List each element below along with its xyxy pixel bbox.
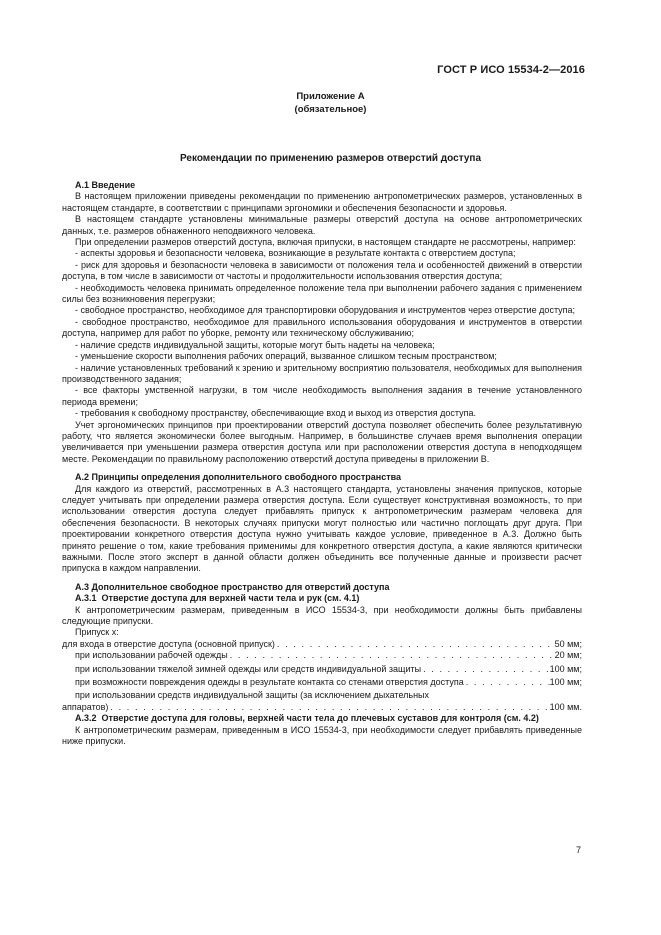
paragraph: К антропометрическим размерам, приведенным в ИСО 15534-3, при необходимости должны быть прибавлены следующие припуски. [62, 604, 582, 627]
subsection-title: Отверстие доступа для верхней части тела и рук (см. 4.1) [101, 593, 360, 604]
page-number: 7 [575, 845, 581, 855]
allowance-row [62, 650, 582, 661]
allowance-row-label: аппаратов) [62, 701, 109, 712]
allowance-row-value: 50 мм; [554, 638, 582, 649]
allowance-row-label: при возможности повреждения одежды в результате контакта со стенами отверстия доступа [75, 677, 464, 688]
list-item: - уменьшение скорости выполнения рабочих операций, вызванное слишком тесным пространством; [75, 351, 497, 362]
standard-code: ГОСТ Р ИСО 15534-2—2016 [437, 64, 585, 76]
list-item: - риск для здоровья и безопасности человека в зависимости от положения тела и особенностей движений в отверстии доступа, в том числе в зависимости от частоты и продолжительности использования отверстия доступа; [62, 259, 582, 282]
dot-leader [108, 702, 549, 713]
dot-leader [464, 677, 550, 688]
annex-status: (обязательное) [294, 104, 367, 115]
allowance-row-label: при использовании тяжелой зимней одежды или средств индивидуальной защиты [75, 663, 422, 674]
allowance-row-label: при использовании рабочей одежды [75, 650, 228, 661]
document-title: Рекомендации по применению размеров отверстий доступа [179, 153, 482, 164]
paragraph: В настоящем приложении приведены рекомендации по применению антропометрических размеров, установленных в настоящем стандарте, в соответствии с принципами эргономики и обеспечения безопасности и здоровья. [62, 191, 582, 213]
list-item: - аспекты здоровья и безопасности человека, возникающие в результате контакта с отверстием доступа; [75, 248, 516, 259]
list-item: - все факторы умственной нагрузки, в том числе необходимость выполнения задания в течение установленного периода времени; [62, 385, 582, 407]
allowance-row [62, 664, 582, 675]
allowance-row [62, 702, 582, 713]
allowance-row [62, 677, 582, 688]
dot-leader [228, 650, 555, 661]
paragraph: К антропометрическим размерам, приведенным в ИСО 15534-3, при необходимости следует прибавлять приведенные ниже припуски. [62, 724, 582, 747]
subsection-number: А.3.2 [75, 713, 97, 724]
annex-title: Приложение А [296, 91, 365, 102]
allowance-row-value: 20 мм; [554, 650, 582, 661]
list-item: - необходимость человека принимать определенное положение тела при выполнении рабочего задания с применением силы без возникновения перегрузки; [62, 282, 582, 305]
paragraph: При определении размеров отверстий доступа, включая припуски, в настоящем стандарте не рассмотрены, например: [75, 237, 576, 248]
allowance-label: Припуск x: [75, 627, 119, 638]
list-item: - требования к свободному пространству, обеспечивающие вход и выход из отверстия доступа. [75, 408, 477, 419]
list-item: - наличие установленных требований к зрению и зрительному восприятию пользователя, необходимых для выполнения производственного задания; [62, 362, 582, 384]
allowance-row-value: 100 мм; [549, 677, 582, 688]
document-body [62, 180, 582, 747]
subsection-a32-heading [62, 713, 582, 724]
paragraph: В настоящем стандарте установлены минимальные размеры отверстий доступа на основе антропометрических данных, т.е. размеров обнаженного неподвижного человека. [62, 214, 582, 236]
subsection-number: А.3.1 [75, 593, 97, 604]
subsection-a31-heading [62, 593, 582, 604]
list-item: - наличие средств индивидуальной защиты, которые могут быть надеты на человека; [75, 339, 435, 350]
paragraph: Для каждого из отверстий, рассмотренных в А.3 настоящего стандарта, установлены значения припусков, которые следует учитывать при определении размера отверстия доступа. Если существует конструктивная возможность, то при использовании отверстия доступа следует прибавлять припуск к антропометрическим размерам человека для обеспечения безопасности. В некоторых случаях припуски могут полностью или частично поглощать друг друга. При проектировании конкретного отверстия доступа нужно учитывать каждое условие, приведенное в А.3. Должно быть принято решение о том, какие требования применимы для конкретного отверстия доступа, а какие являются критически важными. После этого эксперт в данной области должен объединить все полученные данные и произвести расчет припуска в каждом направлении. [62, 483, 582, 574]
allowance-row-value: 100 мм; [549, 663, 582, 674]
allowance-row-label: для входа в отверстие доступа (основной припуск) [62, 638, 275, 649]
allowance-row [62, 639, 582, 650]
subsection-title: Отверстие доступа для головы, верхней части тела до плечевых суставов для контроля (см. 4.2) [101, 713, 539, 724]
section-a1-heading: А.1 Введение [75, 180, 136, 190]
dot-leader [275, 639, 555, 650]
section-a3-heading: А.3 Дополнительное свободное пространство для отверстий доступа [75, 581, 390, 592]
allowance-row-value: 100 мм. [549, 701, 582, 712]
dot-leader [421, 664, 550, 675]
allowance-row-label: при использовании средств индивидуальной защиты (за исключением дыхательных [75, 690, 430, 701]
list-item: - свободное пространство, необходимое для транспортировки оборудования и инструментов через отверстие доступа; [75, 305, 576, 316]
list-item: - свободное пространство, необходимое для правильного использования оборудования и инструментов в отверстии доступа, например для работ по уборке, ремонту или техническому обслуживанию; [62, 316, 582, 339]
section-a2-heading: А.2 Принципы определения дополнительного свободного пространства [75, 472, 402, 483]
paragraph: Учет эргономических принципов при проектировании отверстий доступа позволяет обеспечить более результативную работу, что является экономически более выгодным. Например, в большинстве случаев время выполнения операции увеличивается при уменьшении размера отверстия доступа или при расположении отверстия доступа в неподходящем месте. Рекомендации по правильному расположению отверстий доступа приведены в приложении В. [62, 419, 582, 464]
